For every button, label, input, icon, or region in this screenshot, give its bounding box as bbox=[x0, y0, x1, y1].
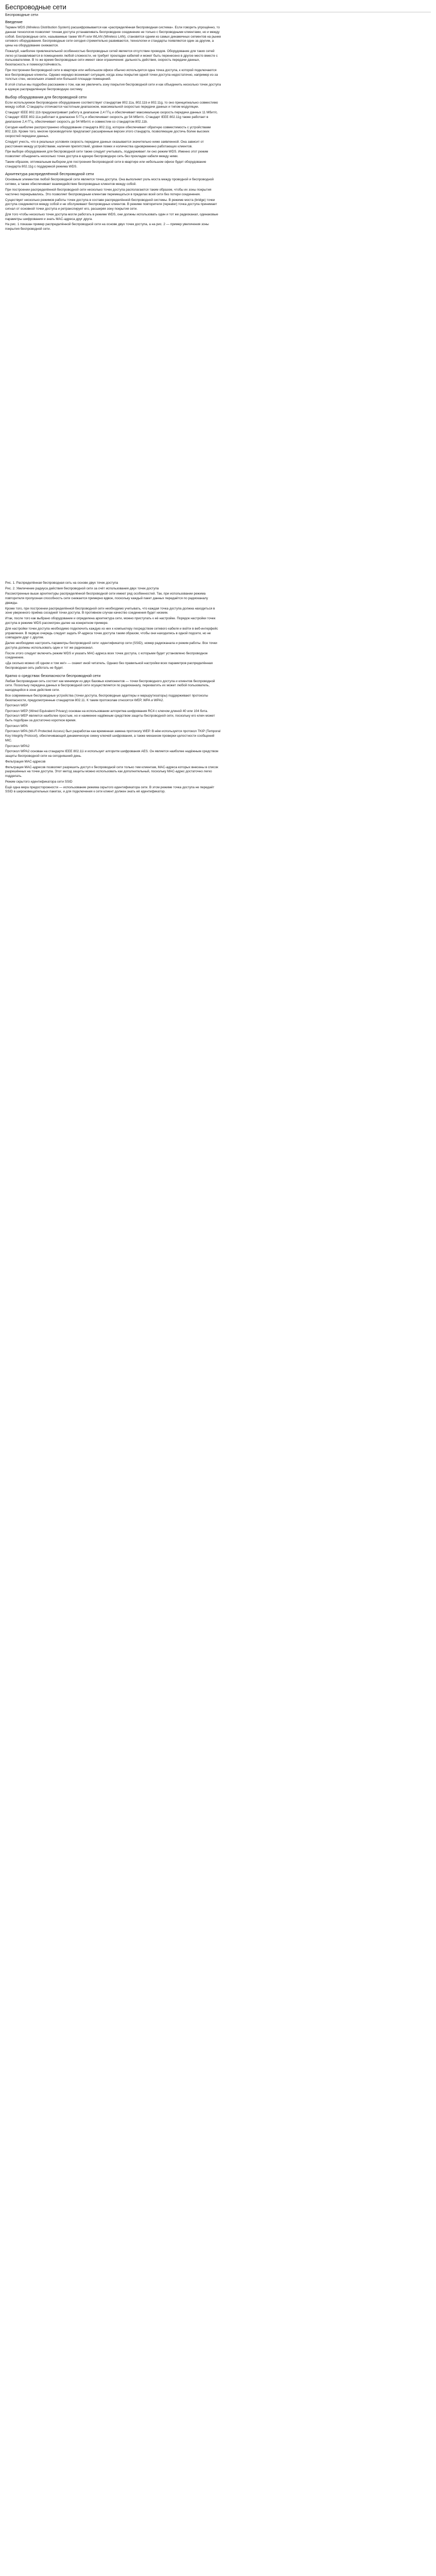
paragraph: Итак, после того как выбрано оборудование и определена архитектура сети, можно приступать к её настройке. Порядок настройки точек доступа в режиме WDS рассмотрен далее на конкретном примере. bbox=[5, 617, 217, 625]
paragraph: При построении распределённой беспроводной сети несколько точек доступа располагаются таким образом, чтобы их зоны покрытия частично перекрывались. Это позволяет беспроводным клиентам перемещаться в пределах всей сети без потери соединения. bbox=[5, 188, 213, 196]
paragraph: «Да сколько можно об одном и том же!» — скажет иной читатель. Однако без правильной настройки всех параметров распределённая беспроводная сеть работать не будет. bbox=[5, 662, 214, 670]
page-title: Беспроводные сети bbox=[5, 3, 431, 12]
paragraph: На рис. 1 показан пример распределённой беспроводной сети на основе двух точек доступа, а на рис. 2 — пример увеличения зоны покрытия беспроводной сети. bbox=[5, 223, 210, 231]
paragraph: При выборе оборудования для беспроводной сети также следует учитывать, поддерживает ли оно режим WDS. Именно этот режим позволяет объединить несколько точек доступа в единую беспроводную сеть без прокладки кабеля между ними. bbox=[5, 150, 210, 159]
paragraph: Любая беспроводная сеть состоит как минимум из двух базовых компонентов — точки беспроводного доступа и клиентов беспроводной сети. Поскольку передача данных в беспроводной сети осуществляется по радиоканалу, перехватить их может любой пользователь, находящийся в зоне действия сети. bbox=[5, 679, 216, 692]
paragraph: Протокол WPA bbox=[5, 724, 28, 728]
article-body bbox=[5, 26, 431, 794]
paragraph: В этой статье мы подробно расскажем о том, как же увеличить зону покрытия беспроводной сети и как объединить несколько точек доступа в единую распределённую беспроводную систему. bbox=[5, 83, 222, 91]
paragraph: Основным элементом любой беспроводной сети является точка доступа. Она выполняет роль моста между проводной и беспроводной сетями, а также обеспечивает взаимодействие беспроводных клиентов между собой. bbox=[5, 178, 215, 187]
paragraph: Рис. 2. Увеличение радиуса действия беспроводной сети за счёт использования двух точек доступа bbox=[5, 586, 159, 590]
figure-placeholder bbox=[5, 408, 221, 578]
paragraph: Если используемое беспроводное оборудование соответствует стандартам 802.11a, 802.11b и 802.11g, то оно принципиально совместимо между собой. Стандарты отличаются частотным диапазоном, максимальной скоростью передачи данных и типом модуляции. bbox=[5, 100, 219, 109]
paragraph: Для настройки точек доступа необходимо подключить каждую из них к компьютеру посредством сетевого кабеля и войти в веб-интерфейс управления. В первую очередь следует задать IP-адреса точек доступа таким образом, чтобы они находились в одной подсети, но не совпадали друг с другом. bbox=[5, 626, 219, 640]
paragraph: Все современные беспроводные устройства (точки доступа, беспроводные адаптеры и маршрутизаторы) поддерживают протоколы безопасности, предусмотренные стандартом 802.11. К таким протоколам относятся WEP, WPA и WPA2. bbox=[5, 693, 209, 702]
paragraph: Фильтрация MAC-адресов позволяет разрешить доступ к беспроводной сети только тем клиентам, MAC-адреса которых внесены в список разрешённых на точке доступа. Этот метод защиты можно использовать как дополнительный, поскольку MAC-адрес достаточно легко подделать. bbox=[5, 765, 219, 778]
paragraph: Рис. 1. Распределённая беспроводная сеть на основе двух точек доступа bbox=[5, 581, 118, 585]
article bbox=[0, 0, 436, 799]
paragraph: При построении беспроводной сети в квартире или небольшом офисе обычно используется одна точка доступа, к которой подключаются все беспроводные клиенты. Однако нередко возникает ситуация, когда зоны покрытия одной точки доступа недостаточно, например из-за толстых стен, нескольких этажей или большой площади помещений. bbox=[5, 68, 219, 81]
paragraph: Существует несколько режимов работы точек доступа в составе распределённой беспроводной системы. В режиме моста (bridge) точки доступа соединяются между собой и не обслуживают беспроводных клиентов. В режиме повторителя (repeater) точка доступа принимает сигнал от основной точки доступа и ретранслирует его, расширяя зону покрытия сети. bbox=[5, 198, 218, 211]
page-subtitle: Беспроводные сети bbox=[5, 13, 39, 17]
section-heading: Выбор оборудования для беспроводной сети bbox=[5, 94, 87, 99]
paragraph: Следует учесть, что в реальных условиях скорость передачи данных оказывается значительно ниже заявленной. Она зависит от расстояния между устройствами, наличия препятствий, уровня помех и количества одновременно работающих клиентов. bbox=[5, 140, 205, 148]
paragraph: Стандарт IEEE 802.11b предусматривает работу в диапазоне 2,4 ГГц и обеспечивает максимальную скорость передачи данных 11 Мбит/с. Стандарт IEEE 802.11a работает в диапазоне 5 ГГц и обеспечивает скорость до 54 Мбит/с. Стандарт IEEE 802.11g также работает в диапазоне 2,4 ГГц, обеспечивает скорость до 54 Мбит/с и совместим со стандартом 802.11b. bbox=[5, 111, 219, 124]
paragraph: Далее необходимо настроить параметры беспроводной сети: идентификатор сети (SSID), номер радиоканала и режим работы. Все точки доступа должны использовать один и тот же радиоканал. bbox=[5, 641, 218, 650]
intro-heading: Введение bbox=[5, 20, 23, 24]
paragraph: Протокол WEP bbox=[5, 704, 28, 708]
figure-placeholder bbox=[5, 235, 221, 405]
paragraph: Фильтрация MAC-адресов bbox=[5, 759, 46, 764]
paragraph: Для того чтобы несколько точек доступа могли работать в режиме WDS, они должны использовать один и тот же радиоканал, одинаковые параметры шифрования и знать MAC-адреса друг друга. bbox=[5, 212, 219, 221]
paragraph: Протокол WPA2 bbox=[5, 744, 30, 748]
paragraph: После этого следует включить режим WDS и указать MAC-адреса всех точек доступа, с которыми будет установлено беспроводное соединение. bbox=[5, 651, 209, 660]
section-heading: Архитектура распределённой беспроводной сети bbox=[5, 172, 94, 177]
paragraph: Протокол WPA2 основан на стандарте IEEE 802.11i и использует алгоритм шифрования AES. Он является наиболее надёжным средством защиты беспроводной сети на сегодняшний день. bbox=[5, 750, 219, 758]
paragraph: Кроме того, при построении распределённой беспроводной сети необходимо учитывать, что каждая точка доступа должна находиться в зоне уверенного приёма соседней точки доступа. В противном случае качество соединения будет низким. bbox=[5, 606, 216, 615]
paragraph: Рассмотренные выше архитектуры распределённой беспроводной сети имеют ряд особенностей. Так, при использовании режима повторителя пропускная способность сети снижается примерно вдвое, поскольку каждый пакет данных передаётся по радиоканалу дважды. bbox=[5, 592, 209, 605]
paragraph: Протокол WPA (Wi-Fi Protected Access) был разработан как временная замена протоколу WEP. В нём используется протокол TKIP (Temporal Key Integrity Protocol), обеспечивающий динамическую смену ключей шифрования, а также механизм проверки целостности сообщений MIC. bbox=[5, 730, 221, 742]
section-heading: Кратко о средствах безопасности беспроводной сети bbox=[5, 673, 101, 678]
paragraph: Ещё одна мера предосторожности — использование режима скрытого идентификатора сети. В этом режиме точка доступа не передаёт SSID в широковещательных пакетах, и для подключения к сети клиент должен знать её идентификатор. bbox=[5, 785, 216, 794]
paragraph: Термин WDS (Wireless Distribution System) расшифровывается как «распределённая беспроводная система». Если говорить упрощённо, то данная технология позволяет точкам доступа устанавливать беспроводное соединение не только с беспроводными клиентами, но и между собой. Беспроводные сети, называемые также Wi-Fi или WLAN (Wireless LAN), становятся одним из самых динамичных сегментов на рынке сетевого оборудования. Беспроводные сети сегодня стремительно развиваются, технологии и стандарты появляются один за другим, а цены на оборудование снижаются. bbox=[5, 26, 222, 48]
paragraph: Режим скрытого идентификатора сети SSID bbox=[5, 779, 73, 784]
paragraph: Протокол WEP (Wired Equivalent Privacy) основан на использовании алгоритма шифрования RC4 с ключом длиной 40 или 104 бита. Протокол WEP является наиболее простым, но и наименее надёжным средством защиты беспроводной сети, поскольку его ключ может быть подобран за достаточно короткое время. bbox=[5, 709, 216, 722]
paragraph: Пожалуй, наиболее привлекательной особенностью беспроводных сетей является отсутствие проводов. Оборудование для таких сетей легко устанавливается в помещениях любой сложности, не требует прокладки кабелей и может быть перенесено в другое место вместе с пользователями. В то же время беспроводные сети имеют свои ограничения: дальность действия, скорость передачи данных, безопасность и помехоустойчивость. bbox=[5, 49, 219, 67]
paragraph: Сегодня наиболее распространено оборудование стандарта 802.11g, которое обеспечивает обратную совместимость с устройствами 802.11b. Кроме того, многие производители предлагают расширенные версии этого стандарта, позволяющие достичь более высоких скоростей передачи данных. bbox=[5, 125, 212, 139]
paragraph: Таким образом, оптимальным выбором для построения беспроводной сети в квартире или небольшом офисе будет оборудование стандарта 802.11g с поддержкой режима WDS. bbox=[5, 160, 207, 168]
